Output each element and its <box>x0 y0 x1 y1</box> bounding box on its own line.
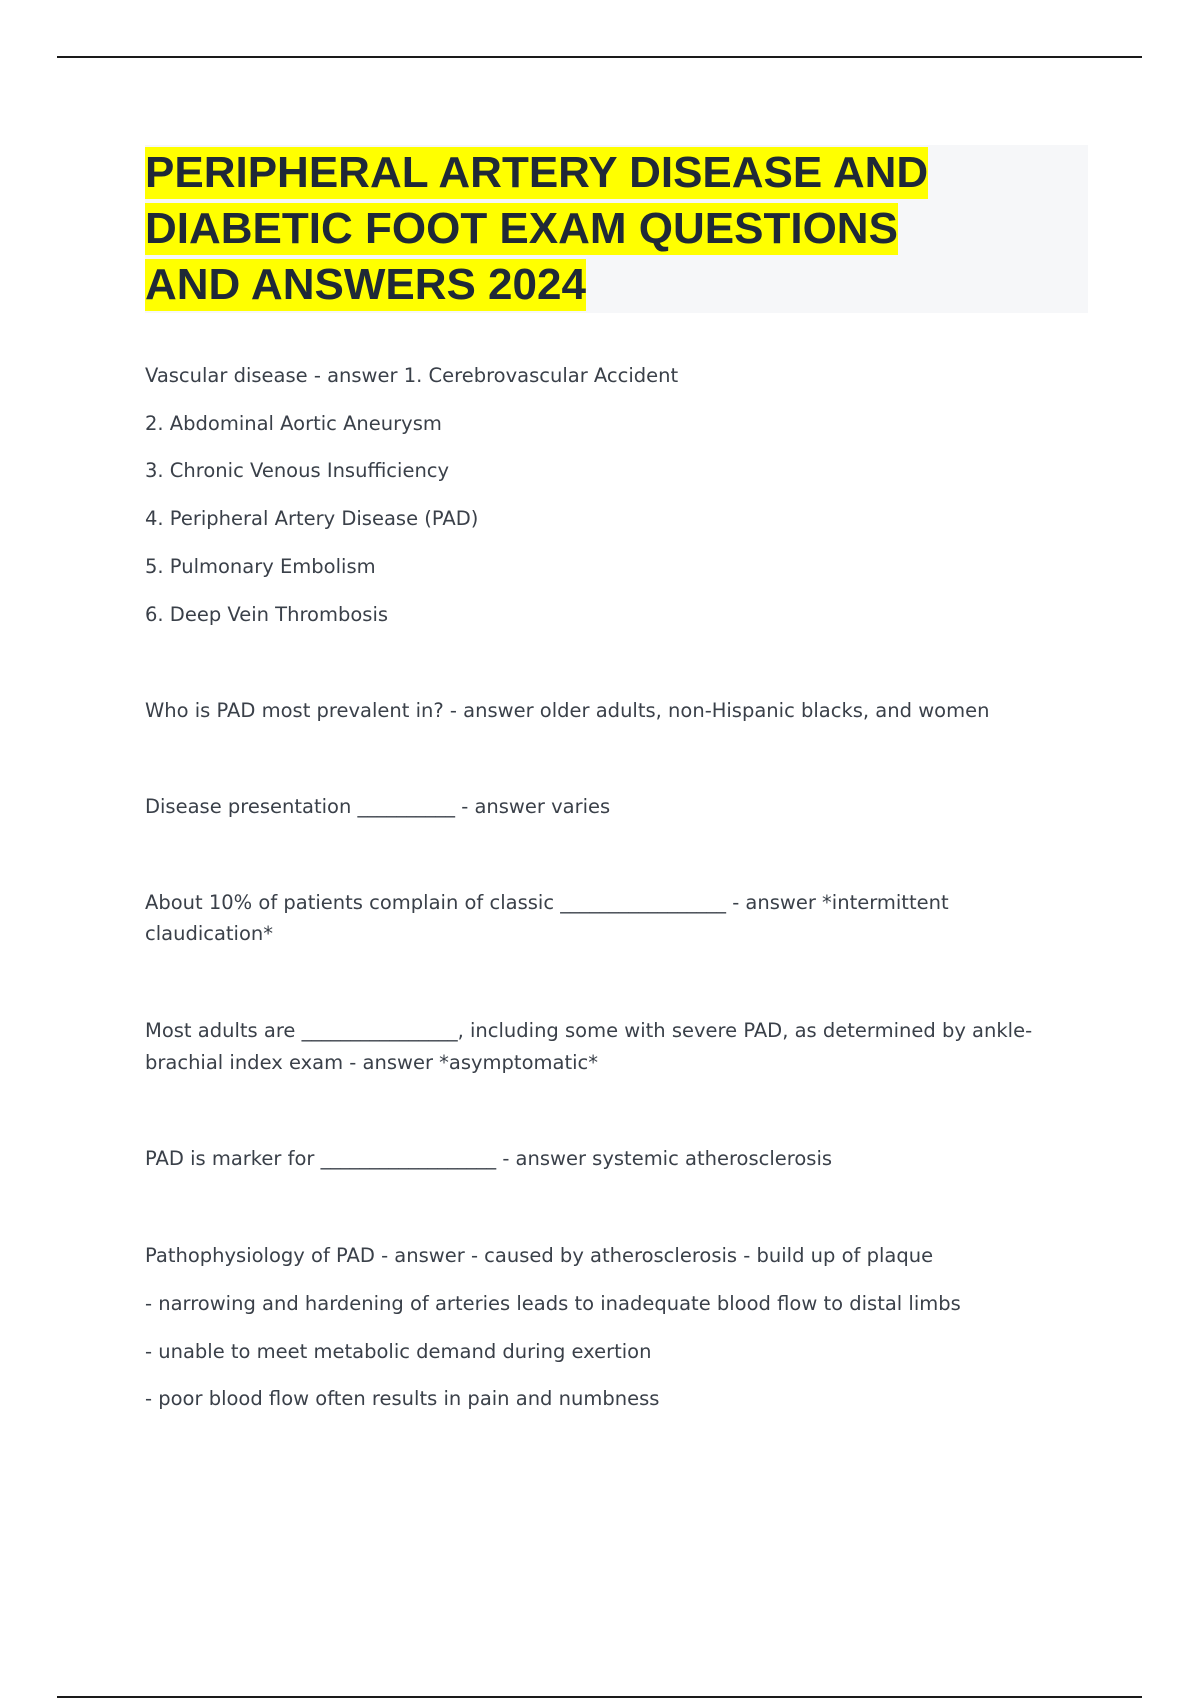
document-title <box>145 145 1045 313</box>
list-item: - narrowing and hardening of arteries leads to inadequate blood flow to distal limbs <box>145 1292 961 1315</box>
entry-classic-complaint-line-2: claudication* <box>145 922 274 945</box>
list-item: 4. Peripheral Artery Disease (PAD) <box>145 507 479 530</box>
entry-asymptomatic-line-2: brachial index exam - answer *asymptomatic* <box>145 1051 598 1074</box>
title-line-2: DIABETIC FOOT EXAM QUESTIONS <box>145 204 898 253</box>
entry-vascular-disease: Vascular disease - answer 1. Cerebrovascular Accident <box>145 364 679 387</box>
entry-asymptomatic-line-1: Most adults are ________________, including some with severe PAD, as determined by ankle- <box>145 1019 1033 1042</box>
entry-pad-prevalence: Who is PAD most prevalent in? - answer older adults, non-Hispanic blacks, and women <box>145 699 990 722</box>
title-line-1: PERIPHERAL ARTERY DISEASE AND <box>145 148 929 197</box>
list-item: - unable to meet metabolic demand during exertion <box>145 1340 652 1363</box>
list-item: - poor blood flow often results in pain and numbness <box>145 1387 660 1410</box>
list-item: 2. Abdominal Aortic Aneurysm <box>145 412 442 435</box>
list-item: 3. Chronic Venous Insufficiency <box>145 459 450 482</box>
entry-pathophysiology: Pathophysiology of PAD - answer - caused by atherosclerosis - build up of plaque <box>145 1244 934 1267</box>
title-line-3: AND ANSWERS 2024 <box>145 260 586 309</box>
entry-disease-presentation: Disease presentation __________ - answer varies <box>145 795 611 818</box>
list-item: 5. Pulmonary Embolism <box>145 555 376 578</box>
list-item: 6. Deep Vein Thrombosis <box>145 603 389 626</box>
bottom-rule <box>57 1696 1142 1698</box>
entry-classic-complaint-line-1: About 10% of patients complain of classic _________________ - answer *intermittent <box>145 891 949 914</box>
top-rule <box>57 56 1142 58</box>
entry-pad-marker: PAD is marker for __________________ - answer systemic atherosclerosis <box>145 1147 833 1170</box>
